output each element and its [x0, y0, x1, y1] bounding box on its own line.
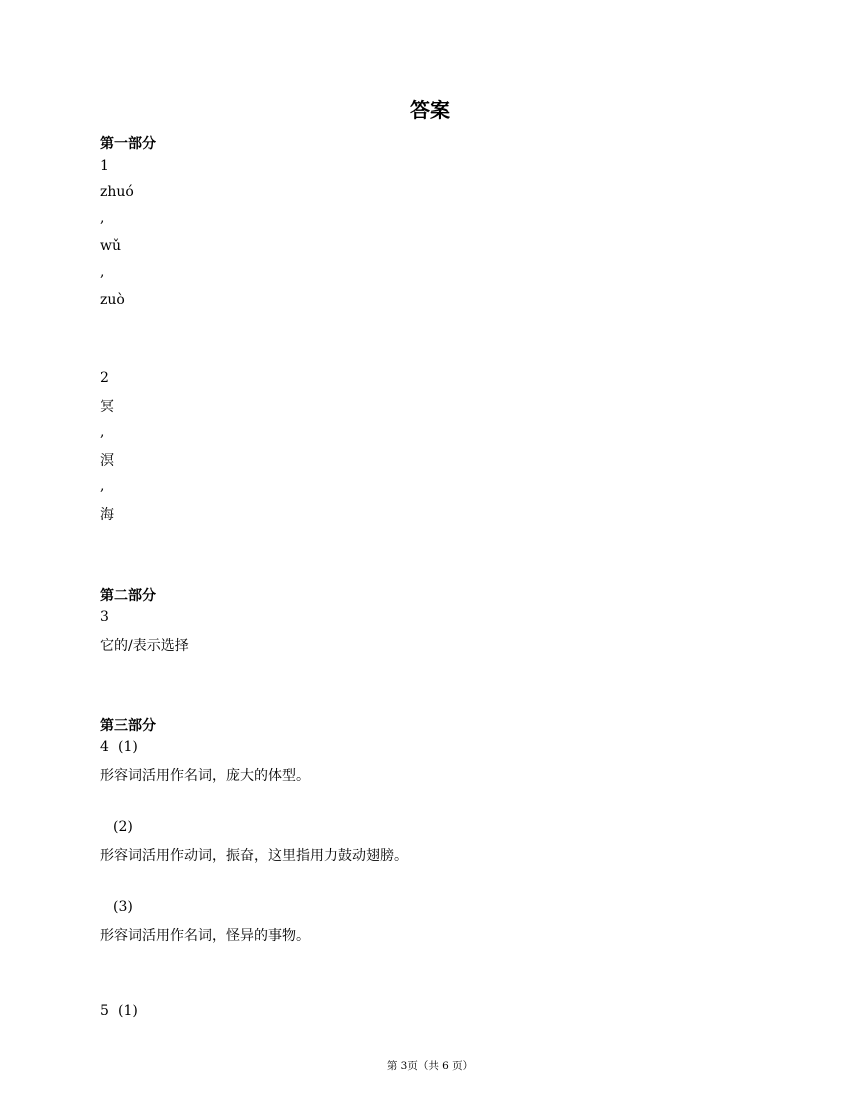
answer-line: zuò: [100, 292, 125, 308]
question-number-4: 4: [100, 739, 109, 755]
answer-line: 溟: [100, 453, 114, 469]
sub-question-label: (1): [118, 1003, 138, 1019]
answer-line: wǔ: [100, 238, 121, 254]
answer-line: 冥: [100, 399, 114, 415]
sub-question-label: (1): [118, 739, 138, 755]
question-number-2: 2: [100, 370, 109, 386]
sub-question-label: (2): [113, 819, 133, 835]
question-number-1: 1: [100, 158, 109, 174]
page-footer: 第 3页（共 6 页）: [386, 1060, 474, 1072]
section-heading-part2: 第二部分: [100, 588, 156, 604]
section-heading-part1: 第一部分: [100, 136, 156, 152]
answer-line: 海: [100, 507, 114, 523]
answer-separator: ,: [100, 264, 105, 280]
answer-line: zhuó: [100, 184, 134, 200]
sub-question-label: (3): [113, 899, 133, 915]
answer-separator: ,: [100, 424, 105, 440]
page-title: 答案: [410, 98, 450, 122]
answer-line: 形容词活用作动词，振奋，这里指用力鼓动翅膀。: [100, 848, 408, 864]
question-number-3: 3: [100, 609, 109, 625]
section-heading-part3: 第三部分: [100, 718, 156, 734]
answer-separator: ,: [100, 210, 105, 226]
answer-line: 形容词活用作名词，怪异的事物。: [100, 928, 310, 944]
answer-separator: ,: [100, 478, 105, 494]
answer-line: 它的/表示选择: [100, 638, 189, 654]
answer-line: 形容词活用作名词，庞大的体型。: [100, 768, 310, 784]
question-number-5: 5: [100, 1003, 109, 1019]
